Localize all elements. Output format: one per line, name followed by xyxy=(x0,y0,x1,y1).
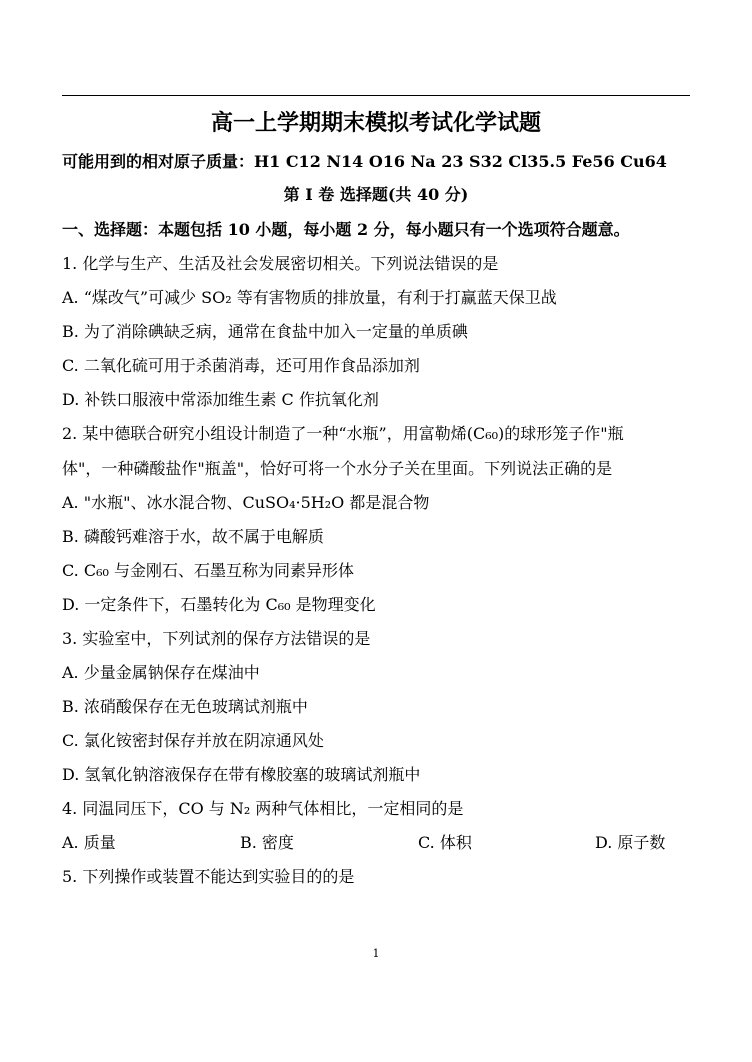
q1-option-a: A. “煤改气”可减少 SO₂ 等有害物质的排放量，有利于打赢蓝天保卫战 xyxy=(62,288,557,307)
atomic-masses: 可能用到的相对原子质量：H1 C12 N14 O16 Na 23 S32 Cl35.5 Fe56 Cu64 xyxy=(62,152,667,171)
q3-option-c: C. 氯化铵密封保存并放在阴凉通风处 xyxy=(62,731,324,750)
q4-stem: 4. 同温同压下，CO 与 N₂ 两种气体相比，一定相同的是 xyxy=(62,799,464,818)
q4-option-b: B. 密度 xyxy=(240,833,294,852)
q3-option-d: D. 氢氧化钠溶液保存在带有橡胶塞的玻璃试剂瓶中 xyxy=(62,765,421,784)
page-number: 1 xyxy=(372,947,380,960)
part-heading: 第 I 卷 选择题(共 40 分) xyxy=(283,185,469,204)
q1-option-b: B. 为了消除碘缺乏病，通常在食盐中加入一定量的单质碘 xyxy=(62,322,468,341)
q4-option-c: C. 体积 xyxy=(418,833,472,852)
q4-option-a: A. 质量 xyxy=(62,833,116,852)
q2-option-a: A. "水瓶"、冰水混合物、CuSO₄·5H₂O 都是混合物 xyxy=(62,493,430,512)
q1-option-c: C. 二氧化硫可用于杀菌消毒，还可用作食品添加剂 xyxy=(62,356,420,375)
q1-option-d: D. 补铁口服液中常添加维生素 C 作抗氧化剂 xyxy=(62,390,379,409)
q2-stem-line1: 2. 某中德联合研究小组设计制造了一种“水瓶”，用富勒烯(C₆₀)的球形笼子作"瓶 xyxy=(62,424,624,443)
q3-option-b: B. 浓硝酸保存在无色玻璃试剂瓶中 xyxy=(62,697,308,716)
q4-options xyxy=(62,833,690,853)
q3-stem: 3. 实验室中，下列试剂的保存方法错误的是 xyxy=(62,629,371,648)
header-rule xyxy=(62,95,690,96)
q5-stem: 5. 下列操作或装置不能达到实验目的的是 xyxy=(62,867,355,886)
q2-option-b: B. 磷酸钙难溶于水，故不属于电解质 xyxy=(62,527,324,546)
q2-option-d: D. 一定条件下，石墨转化为 C₆₀ 是物理变化 xyxy=(62,595,376,614)
q4-option-d: D. 原子数 xyxy=(595,833,666,852)
q2-option-c: C. C₆₀ 与金刚石、石墨互称为同素异形体 xyxy=(62,561,355,580)
q3-option-a: A. 少量金属钠保存在煤油中 xyxy=(62,663,260,682)
q1-stem: 1. 化学与生产、生活及社会发展密切相关。下列说法错误的是 xyxy=(62,254,499,273)
q2-stem-line2: 体"，一种磷酸盐作"瓶盖"，恰好可将一个水分子关在里面。下列说法正确的是 xyxy=(62,459,613,478)
section-heading: 一、选择题：本题包括 10 小题，每小题 2 分，每小题只有一个选项符合题意。 xyxy=(62,220,630,239)
page-title: 高一上学期期末模拟考试化学试题 xyxy=(210,110,541,136)
